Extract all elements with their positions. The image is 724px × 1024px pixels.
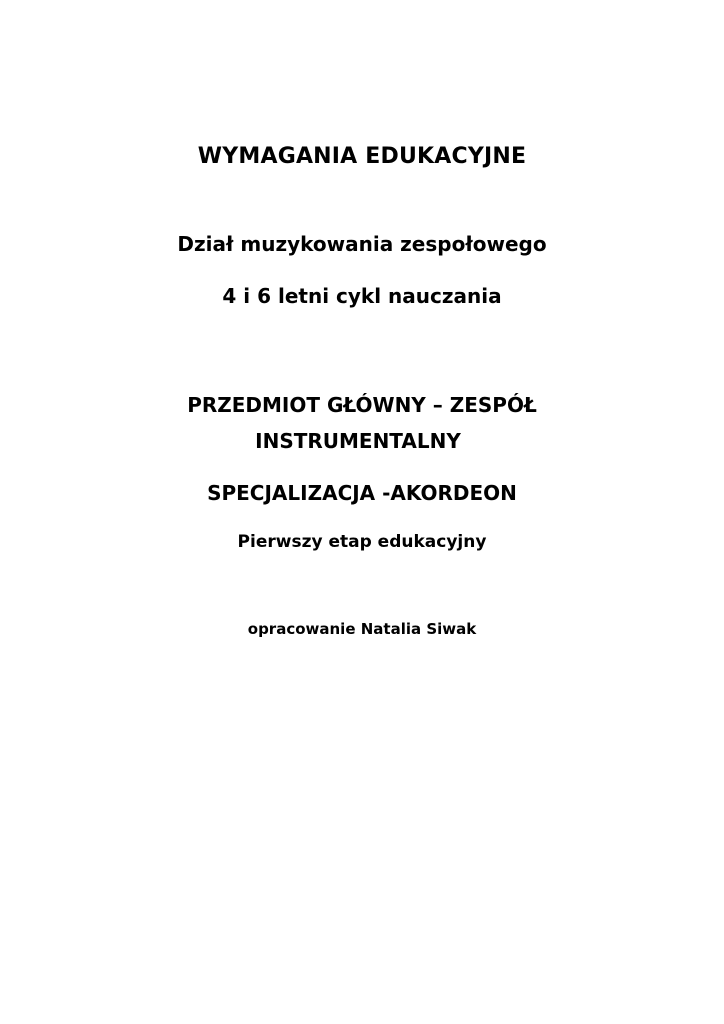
subject-heading-line-1: PRZEDMIOT GŁÓWNY – ZESPÓŁ: [187, 393, 537, 417]
document-title: WYMAGANIA EDUKACYJNE: [197, 144, 527, 169]
education-stage-heading: Pierwszy etap edukacyjny: [237, 532, 487, 552]
department-heading: Dział muzykowania zespołowego: [177, 232, 547, 256]
subject-heading-line-2: INSTRUMENTALNY: [255, 429, 461, 453]
author-line: opracowanie Natalia Siwak: [247, 620, 477, 638]
teaching-cycle-heading: 4 i 6 letni cykl nauczania: [222, 284, 502, 308]
specialization-heading: SPECJALIZACJA -AKORDEON: [207, 481, 517, 505]
